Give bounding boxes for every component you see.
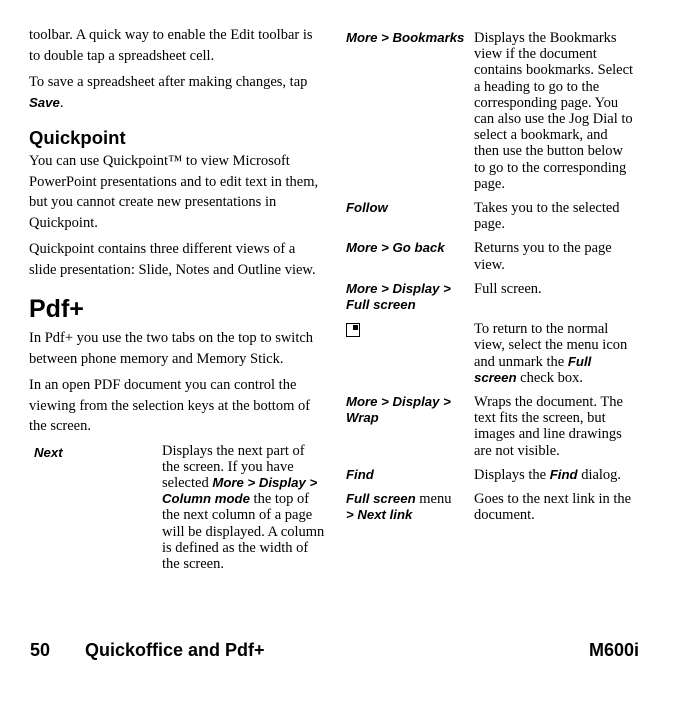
quickpoint-heading: Quickpoint bbox=[29, 127, 126, 148]
fullscreen-menu-icon bbox=[346, 323, 360, 337]
desc-menu-icon bbox=[474, 321, 636, 386]
desc-next-text: Displays the next part of the screen. If you have selected bbox=[162, 442, 305, 491]
save-label: Save bbox=[29, 94, 60, 110]
desc-menu-icon-text: To return to the normal view, select the menu icon and unmark the bbox=[474, 321, 628, 370]
key-follow: Follow bbox=[346, 200, 388, 216]
pdf-heading: Pdf+ bbox=[29, 295, 84, 323]
key-next-link-bold: Full screen bbox=[346, 491, 416, 507]
desc-next bbox=[162, 443, 325, 573]
key-row-full-screen bbox=[346, 281, 636, 313]
key-row-find bbox=[346, 467, 636, 483]
key-full-screen: More > Display > Full screen bbox=[346, 280, 451, 313]
key-row-go-back bbox=[346, 240, 636, 272]
key-row-menu-icon bbox=[346, 321, 636, 386]
paragraph-quickpoint-intro: You can use Quickpoint™ to view Microsoft PowerPoint presentations and to edit text in them, but you cannot create new presentations in Quickpoint. bbox=[29, 153, 319, 231]
footer-model: M600i bbox=[589, 640, 640, 660]
key-bookmarks: More > Bookmarks bbox=[346, 30, 465, 45]
key-next: Next bbox=[34, 444, 63, 460]
desc-find bbox=[474, 467, 636, 483]
desc-find-bold: Find bbox=[549, 466, 578, 482]
paragraph-pdf-tabs: In Pdf+ you use the two tabs on the top to switch between phone memory and Memory Stick. bbox=[29, 330, 314, 367]
key-wrap: More > Display > Wrap bbox=[346, 394, 451, 426]
key-row-wrap bbox=[346, 394, 636, 459]
paragraph-quickpoint-views: Quickpoint contains three different views of a slide presentation: Slide, Notes and Outline view. bbox=[29, 241, 316, 278]
desc-find-text: Displays the bbox=[474, 466, 550, 483]
left-column bbox=[29, 25, 325, 572]
desc-go-back: Returns you to the page view. bbox=[474, 240, 612, 273]
key-find: Find bbox=[346, 466, 374, 482]
key-next-link-menu: menu bbox=[415, 491, 452, 508]
key-menu-icon bbox=[346, 321, 474, 386]
save-tip-text: To save a spreadsheet after making changes, tap bbox=[29, 74, 308, 90]
footer-section-title: Quickoffice and Pdf+ bbox=[85, 640, 265, 660]
desc-next-bold: More > Display > Column mode bbox=[162, 474, 318, 507]
paragraph-pdf-viewing: In an open PDF document you can control the viewing from the selection keys at the bottom of the screen. bbox=[29, 377, 311, 434]
desc-next-link: Goes to the next link in the document. bbox=[474, 491, 632, 524]
key-row-follow bbox=[346, 200, 636, 232]
desc-bookmarks: Displays the Bookmarks view if the document contains bookmarks. Select a heading to go to the corresponding page. You can also use the Jog Dial to select a bookmark, and then use the button below to go to the corresponding page. bbox=[474, 30, 634, 192]
desc-wrap: Wraps the document. The text fits the screen, but images and line drawings are not visible. bbox=[474, 394, 623, 459]
right-column bbox=[346, 30, 636, 523]
desc-menu-icon-text-2: check box. bbox=[516, 369, 583, 386]
key-next-link-bold-2: > Next link bbox=[346, 507, 413, 523]
desc-find-text-2: dialog. bbox=[577, 466, 622, 483]
key-row-next-link bbox=[346, 491, 636, 523]
desc-follow: Takes you to the selected page. bbox=[474, 200, 620, 233]
paragraph-toolbar-tip: toolbar. A quick way to enable the Edit toolbar is to double tap a spreadsheet cell. bbox=[29, 27, 313, 64]
key-next-link bbox=[346, 491, 474, 523]
desc-next-text-2: the top of the next column of a page will be displayed. A column is defined as the width of the screen. bbox=[162, 491, 325, 572]
key-row-next bbox=[29, 443, 325, 573]
key-go-back: More > Go back bbox=[346, 240, 445, 256]
save-tip-end: . bbox=[59, 94, 64, 111]
desc-menu-icon-bold: Full screen bbox=[474, 353, 592, 385]
paragraph-save-tip bbox=[29, 72, 325, 113]
desc-full-screen: Full screen. bbox=[474, 280, 542, 297]
footer-page-number: 50 bbox=[30, 640, 51, 660]
key-row-bookmarks bbox=[346, 30, 636, 192]
